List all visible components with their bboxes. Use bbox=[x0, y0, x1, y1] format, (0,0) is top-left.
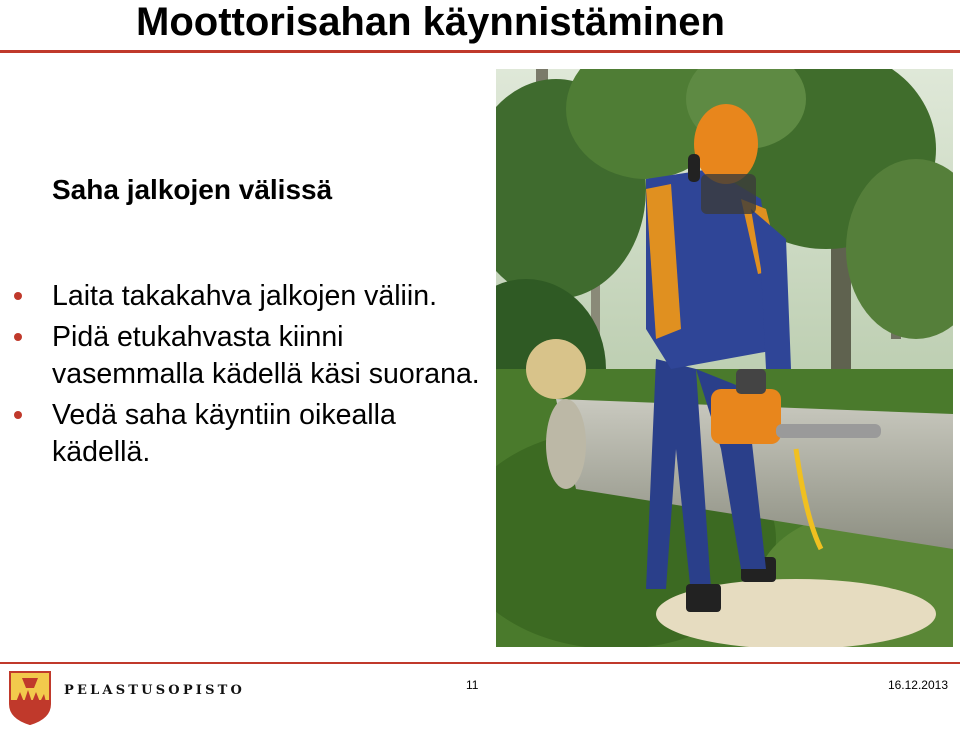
slide-date: 16.12.2013 bbox=[887, 678, 948, 692]
bullet-text: Vedä saha käyntiin oikealla kädellä. bbox=[52, 399, 396, 468]
bullet-list bbox=[14, 278, 484, 475]
chainsaw-photo bbox=[496, 69, 953, 647]
bullet-text: Pidä etukahvasta kiinni vasemmalla kädellä käsi suorana. bbox=[52, 321, 480, 390]
page-number: 11 bbox=[466, 678, 479, 692]
bullet-dot-icon bbox=[14, 411, 22, 419]
bullet-dot-icon bbox=[14, 333, 22, 341]
bullet-text: Laita takakahva jalkojen väliin. bbox=[52, 280, 437, 312]
bullet-item bbox=[14, 319, 484, 393]
slide-subtitle: Saha jalkojen välissä bbox=[52, 174, 333, 205]
slide-title: Moottorisahan käynnistäminen bbox=[136, 0, 725, 44]
bullet-item bbox=[14, 278, 484, 315]
bullet-item bbox=[14, 397, 484, 471]
footer-divider bbox=[0, 662, 960, 664]
org-name: PELASTUSOPISTO bbox=[64, 683, 246, 698]
title-divider bbox=[0, 50, 960, 53]
bullet-dot-icon bbox=[14, 292, 22, 300]
pelastusopisto-crest-icon bbox=[8, 670, 52, 726]
